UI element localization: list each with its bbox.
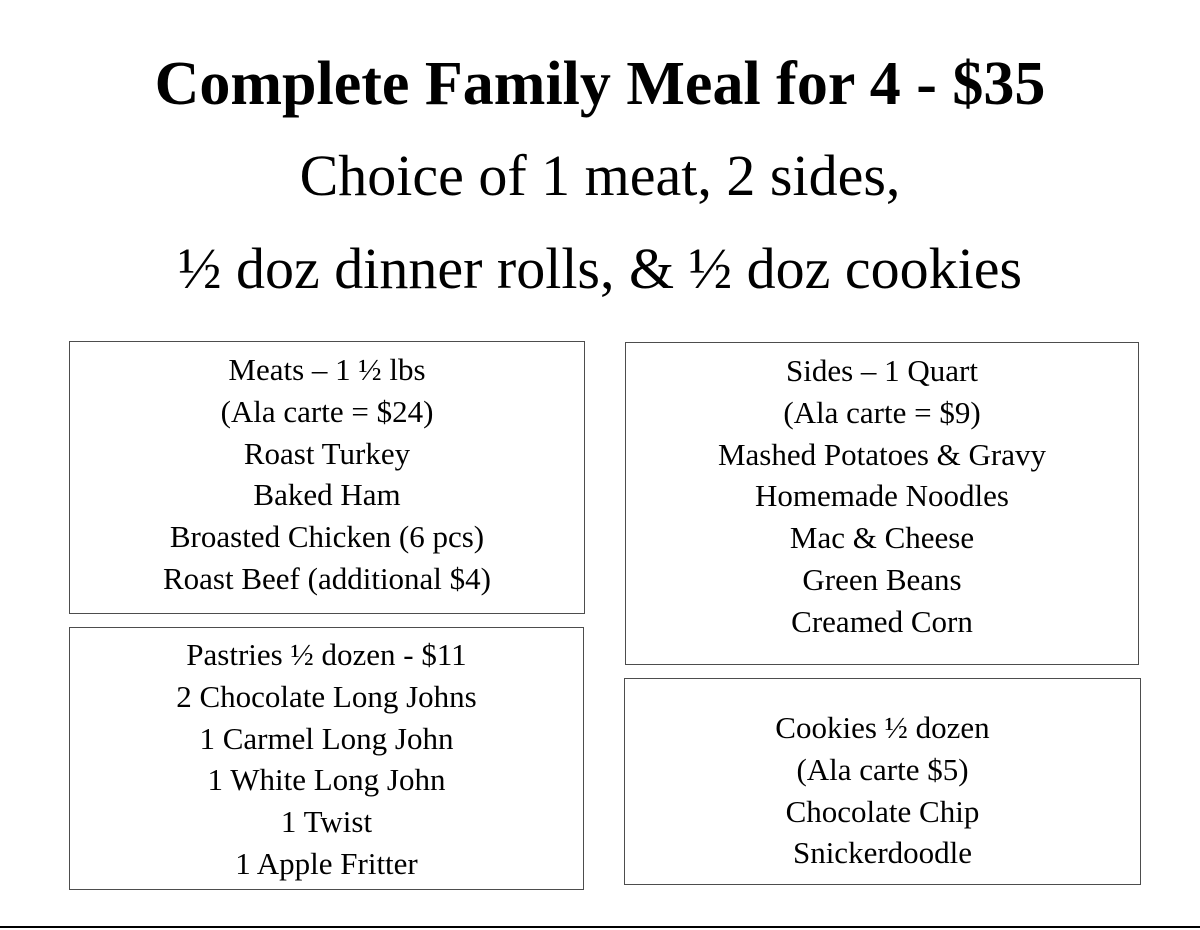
pastries-item: 1 White Long John (207, 762, 446, 798)
sides-content (626, 350, 1138, 643)
cookies-price: (Ala carte $5) (796, 751, 969, 787)
cookies-heading: Cookies ½ dozen (775, 710, 990, 745)
meats-item: Roast Turkey (243, 435, 411, 471)
cookies-content (625, 707, 1140, 874)
pastries-content (70, 634, 583, 885)
meats-item: Baked Ham (253, 477, 401, 513)
sides-item: Mac & Cheese (789, 520, 975, 556)
meats-box (69, 341, 585, 614)
pastries-heading: Pastries ½ dozen - $11 (186, 637, 467, 672)
sides-heading: Sides – 1 Quart (785, 353, 978, 388)
pastries-item: 1 Twist (280, 804, 373, 840)
cookies-box (624, 678, 1141, 885)
subtitle-line-1: Choice of 1 meat, 2 sides, (299, 143, 901, 208)
sides-item: Creamed Corn (791, 603, 973, 639)
sides-box (625, 342, 1139, 665)
meats-item: Roast Beef (additional $4) (163, 560, 491, 596)
meats-price: (Ala carte = $24) (220, 393, 434, 429)
cookies-item: Snickerdoodle (792, 835, 973, 871)
sides-price: (Ala carte = $9) (783, 394, 981, 430)
sides-item: Green Beans (802, 561, 962, 597)
meats-item: Broasted Chicken (6 pcs) (169, 519, 485, 555)
meats-content (70, 349, 584, 600)
pastries-item: 1 Apple Fritter (235, 845, 418, 881)
pastries-item: 2 Chocolate Long Johns (176, 678, 477, 714)
bottom-divider (0, 926, 1200, 928)
sides-item: Homemade Noodles (755, 478, 1009, 514)
pastries-item: 1 Carmel Long John (199, 720, 454, 756)
pastries-box (69, 627, 584, 890)
meats-heading: Meats – 1 ½ lbs (228, 352, 426, 387)
page-title: Complete Family Meal for 4 - $35 (154, 50, 1046, 118)
sides-item: Mashed Potatoes & Gravy (717, 436, 1047, 472)
subtitle-line-2: ½ doz dinner rolls, & ½ doz cookies (177, 236, 1023, 301)
cookies-item: Chocolate Chip (785, 793, 980, 829)
